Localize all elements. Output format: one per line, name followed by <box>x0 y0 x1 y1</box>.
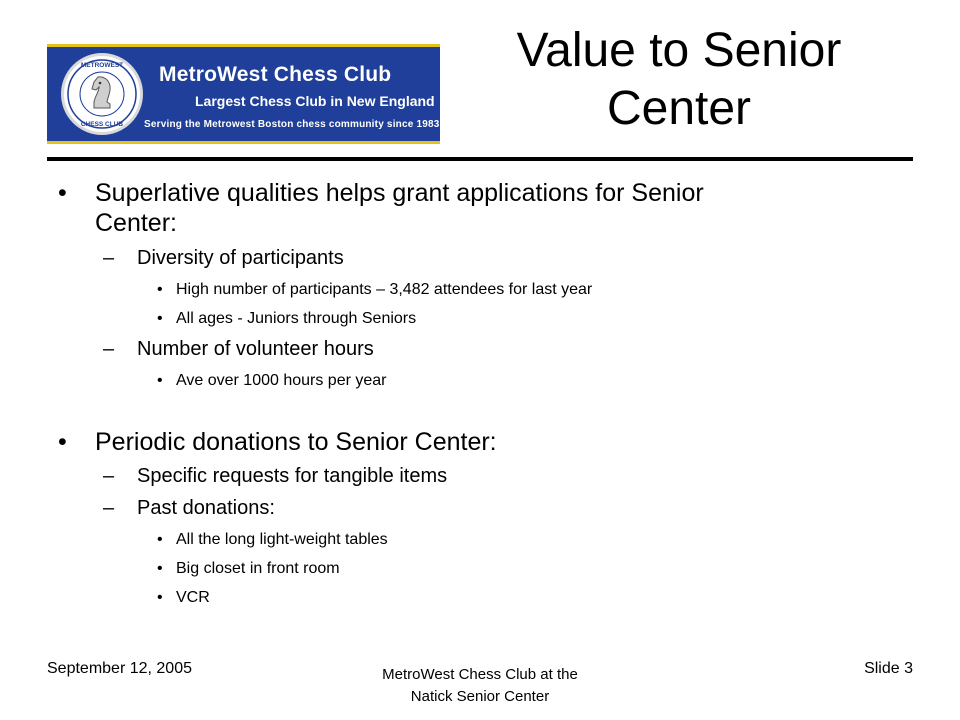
small-bullet-icon: • <box>157 281 163 298</box>
small-bullet-icon: • <box>157 531 163 548</box>
detail-closet: Big closet in front room <box>176 560 340 577</box>
footer-center-line1: MetroWest Chess Club at the <box>382 666 578 683</box>
slide-title-line1: Value to Senior <box>516 24 842 77</box>
footer-slide-number: Slide 3 <box>864 660 913 677</box>
sub-bullet-diversity: Diversity of participants <box>137 247 344 269</box>
seal-bottom-text: CHESS CLUB <box>80 121 124 128</box>
logo-serving-text: Serving the Metrowest Boston chess community since 1983 <box>144 119 440 130</box>
footer-date: September 12, 2005 <box>47 660 192 677</box>
seal-top-text: METROWEST <box>80 62 124 69</box>
club-seal-icon <box>61 53 143 135</box>
dash-icon: – <box>103 465 115 487</box>
detail-ages: All ages - Juniors through Seniors <box>176 310 417 327</box>
bullet-dot-icon: • <box>58 179 67 207</box>
sub-bullet-requests: Specific requests for tangible items <box>137 465 448 487</box>
small-bullet-icon: • <box>157 372 163 389</box>
small-bullet-icon: • <box>157 589 163 606</box>
knight-seal-graphic <box>64 56 140 132</box>
logo-club-name: MetroWest Chess Club <box>159 63 392 86</box>
title-divider <box>47 157 913 161</box>
small-bullet-icon: • <box>157 560 163 577</box>
detail-participants: High number of participants – 3,482 attendees for last year <box>176 281 593 298</box>
small-bullet-icon: • <box>157 310 163 327</box>
footer-center-text <box>330 664 630 708</box>
dash-icon: – <box>103 497 115 519</box>
slide-title-line2: Center <box>606 82 752 135</box>
dash-icon: – <box>103 247 115 269</box>
bullet-1-line2: Center: <box>95 209 177 237</box>
detail-hours: Ave over 1000 hours per year <box>176 372 387 389</box>
sub-bullet-past-donations: Past donations: <box>137 497 275 519</box>
sub-bullet-volunteer-hours: Number of volunteer hours <box>137 338 374 360</box>
detail-vcr: VCR <box>176 589 210 606</box>
slide-title <box>455 22 903 138</box>
bullet-2-line1: Periodic donations to Senior Center: <box>95 428 497 456</box>
bullet-dot-icon: • <box>58 428 67 456</box>
detail-tables: All the long light-weight tables <box>176 531 388 548</box>
footer-center-line2: Natick Senior Center <box>410 688 550 705</box>
club-logo-banner <box>47 44 440 144</box>
bullet-1-line1: Superlative qualities helps grant applications for Senior <box>95 179 704 207</box>
logo-tagline: Largest Chess Club in New England <box>195 93 435 109</box>
dash-icon: – <box>103 338 115 360</box>
